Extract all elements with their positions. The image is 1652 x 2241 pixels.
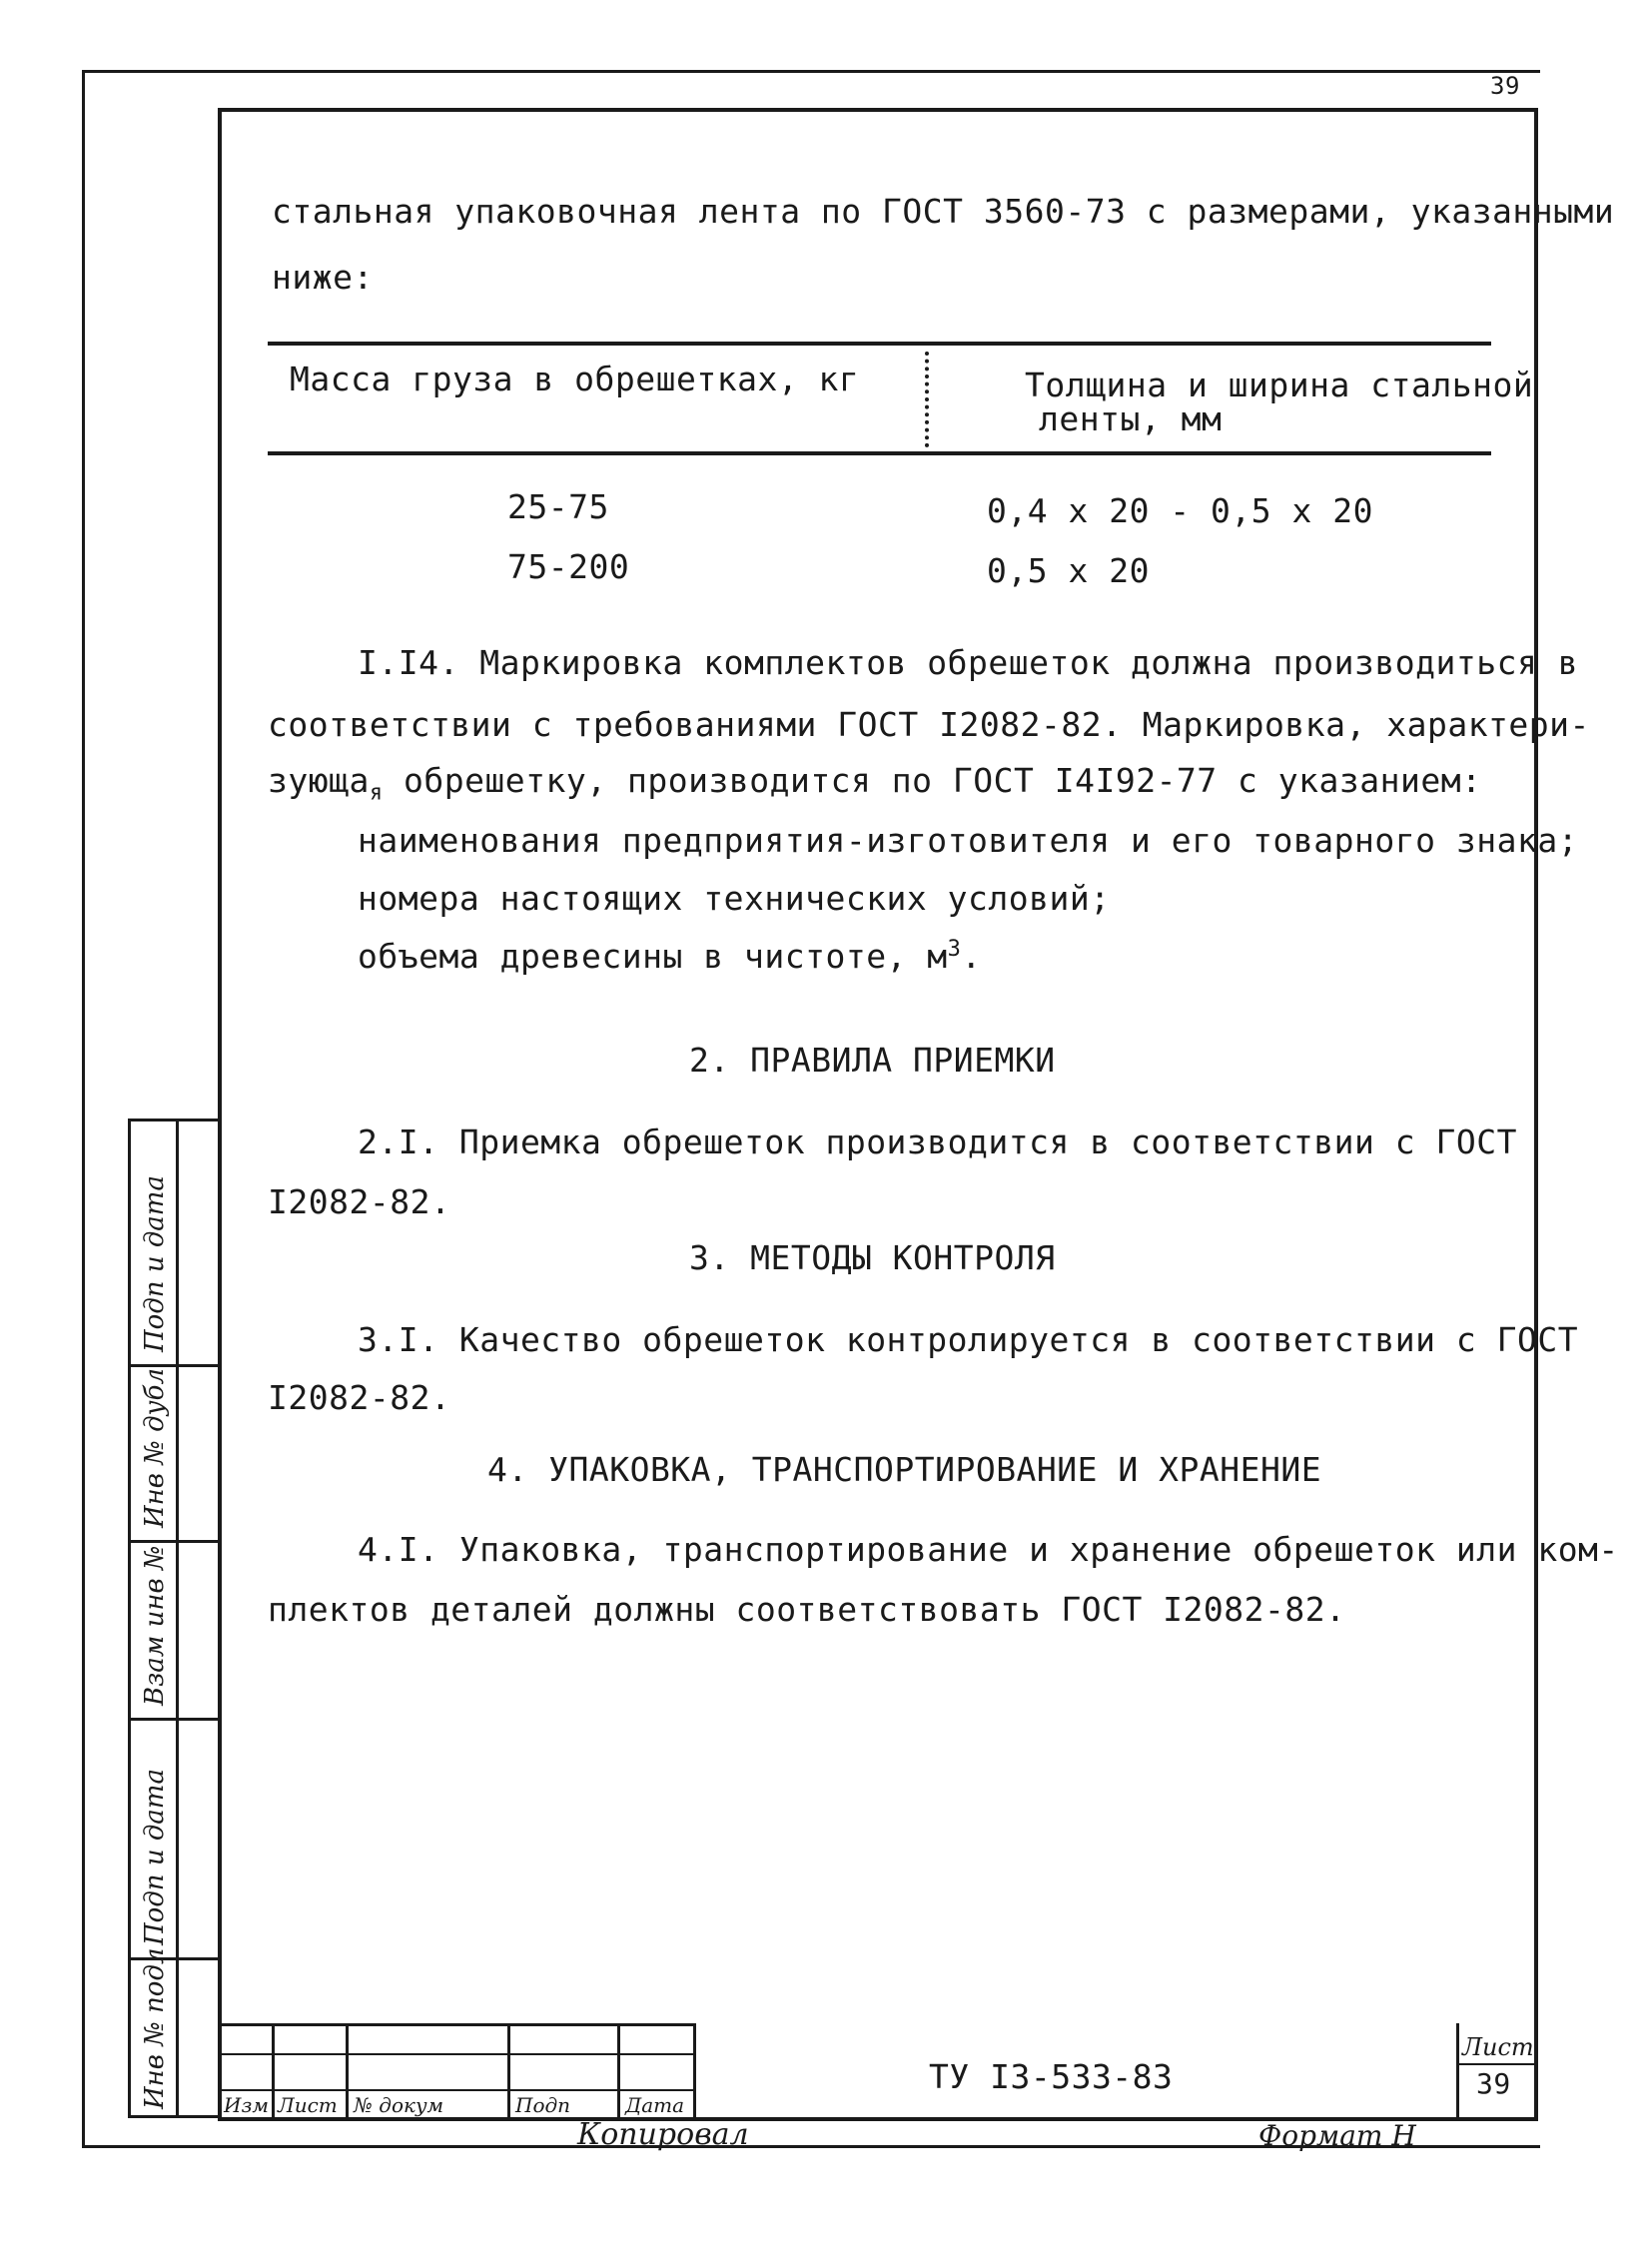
- footer-copied: Копировал: [577, 2117, 749, 2152]
- stamp-col-list: Лист: [278, 2093, 338, 2117]
- section-4-title: 4. УПАКОВКА, ТРАНСПОРТИРОВАНИЕ И ХРАНЕНИЕ: [487, 1450, 1322, 1489]
- stamp-sheet-number: 39: [1476, 2067, 1511, 2100]
- section-2-line-1: 2.I. Приемка обрешеток производится в соответствии с ГОСТ: [358, 1122, 1517, 1161]
- stamp-designation: ТУ I3-533-83: [929, 2057, 1174, 2096]
- table-header-size-1: Толщина и ширина стальной: [1025, 366, 1534, 404]
- stamp-col-4: [617, 2023, 620, 2119]
- section-4-line-1: 4.I. Упаковка, транспортирование и хранение обрешеток или ком-: [358, 1530, 1619, 1569]
- side-stamp-sep-1: [128, 1364, 220, 1367]
- side-stamp-left: [128, 1119, 131, 2117]
- p114-item-1: наименования предприятия-изготовителя и его товарного знака;: [358, 821, 1579, 860]
- p114-item-3-b: .: [961, 937, 982, 976]
- section-3-line-1: 3.I. Качество обрешеток контролируется в соответствии с ГОСТ: [358, 1320, 1579, 1359]
- side-label-vzam-inv: Взам инв №: [140, 1545, 170, 1706]
- side-stamp-sep-3: [128, 1718, 220, 1721]
- section-2-title: 2. ПРАВИЛА ПРИЕМКИ: [689, 1041, 1056, 1080]
- stamp-sheet-label: Лист: [1462, 2033, 1534, 2061]
- outer-frame-top: [82, 70, 1540, 73]
- side-label-inv-dubl: Инв № дубл: [140, 1367, 170, 1528]
- table-row-size: 0,5 x 20: [987, 551, 1150, 590]
- intro-line-1: стальная упаковочная лента по ГОСТ 3560-73 с размерами, указанными: [272, 192, 1615, 231]
- side-label-podp-data-1: Подп и дата: [140, 1175, 170, 1352]
- p114-line-3: [268, 761, 1481, 806]
- stamp-col-doc: № докум: [354, 2093, 444, 2117]
- page-number-top: 39: [1490, 72, 1520, 100]
- section-4-line-2: плектов деталей должны соответствовать ГОСТ I2082-82.: [268, 1590, 1346, 1629]
- table-row-size: 0,4 x 20 - 0,5 x 20: [987, 491, 1373, 530]
- side-stamp-top: [128, 1119, 220, 1121]
- side-stamp-sep-2: [128, 1540, 220, 1543]
- p114-item-3-a: объема древесины в чистоте, м: [358, 937, 948, 976]
- table-header-size-2: ленты, мм: [1039, 399, 1223, 438]
- footer-format: Формат Н: [1258, 2119, 1416, 2152]
- p114-line-1: I.I4. Маркировка комплектов обрешеток должна производиться в: [358, 643, 1579, 682]
- table-row-mass: 25-75: [507, 487, 609, 526]
- p114-item-3-sup: 3: [947, 937, 962, 962]
- stamp-col-5: [693, 2023, 696, 2119]
- stamp-row-2: [220, 2089, 695, 2091]
- p114-item-2: номера настоящих технических условий;: [358, 879, 1111, 918]
- side-label-podp-data-2: Подп и дата: [140, 1769, 170, 1945]
- stamp-col-data: Дата: [625, 2093, 685, 2117]
- stamp-col-1: [272, 2023, 275, 2119]
- table-header-mass: Масса груза в обрешетках, кг: [290, 360, 860, 398]
- table-header-rule: [268, 451, 1491, 455]
- stamp-row-1: [220, 2053, 695, 2055]
- inner-frame-right: [1534, 108, 1538, 2120]
- inner-frame-left: [218, 108, 222, 2120]
- side-label-inv-podl: Инв № подл: [140, 1947, 170, 2109]
- intro-line-2: ниже:: [272, 258, 374, 297]
- section-3-line-2: I2082-82.: [268, 1378, 451, 1417]
- p114-line-3-b: обрешетку, производится по ГОСТ I4I92-77 с указанием:: [383, 761, 1482, 800]
- stamp-col-podp: Подп: [515, 2093, 571, 2117]
- table-row-mass: 75-200: [507, 547, 630, 586]
- side-stamp-divider: [176, 1119, 179, 2117]
- table-top-rule: [268, 342, 1491, 346]
- p114-line-3-sub: я: [369, 780, 384, 806]
- stamp-col-2: [346, 2023, 349, 2119]
- inner-frame-top: [218, 108, 1536, 112]
- table-column-divider: [925, 352, 933, 447]
- section-3-title: 3. МЕТОДЫ КОНТРОЛЯ: [689, 1238, 1056, 1277]
- side-stamp-bottom: [128, 2115, 220, 2118]
- stamp-top: [220, 2023, 695, 2026]
- p114-item-3: [358, 937, 982, 976]
- section-2-line-2: I2082-82.: [268, 1182, 451, 1221]
- stamp-sheet-row: [1456, 2063, 1536, 2065]
- outer-frame-left: [82, 70, 85, 2147]
- p114-line-2: соответствии с требованиями ГОСТ I2082-82. Маркировка, характери-: [268, 705, 1590, 744]
- stamp-col-6: [1456, 2023, 1459, 2119]
- p114-line-3-a: зующа: [268, 761, 370, 800]
- stamp-col-izm: Изм: [224, 2093, 269, 2117]
- stamp-col-3: [507, 2023, 510, 2119]
